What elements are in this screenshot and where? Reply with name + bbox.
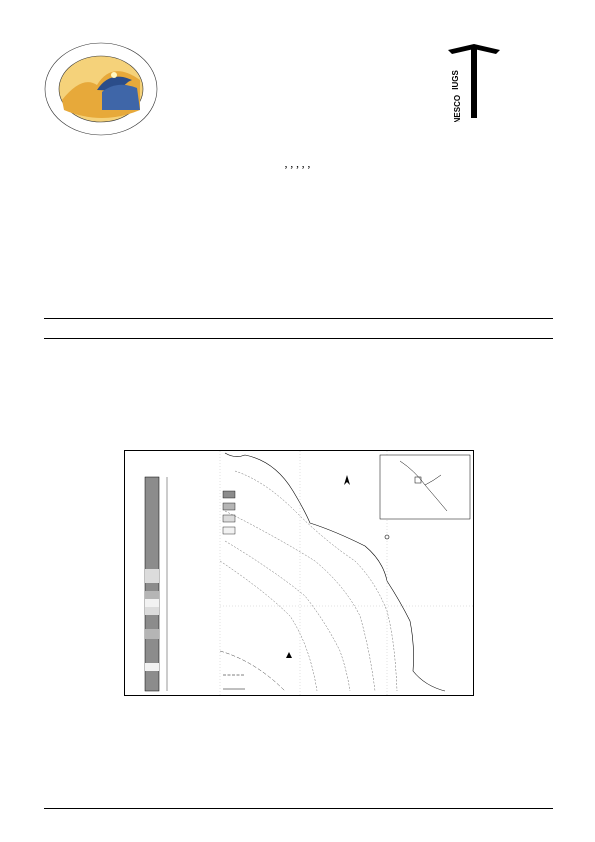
- iugs-unesco-logo: [436, 40, 512, 122]
- footer-divider: [44, 808, 553, 809]
- inset-map: [380, 455, 470, 519]
- core-site-marker: [286, 652, 292, 658]
- figure-location-map: [124, 450, 474, 696]
- author-list: , , , , ,: [284, 157, 311, 170]
- divider: [44, 318, 553, 319]
- svg-text:IUGS: IUGS: [451, 70, 460, 90]
- conference-logo: [42, 40, 160, 138]
- svg-text:UNESCO: UNESCO: [453, 94, 462, 122]
- core-column: [145, 477, 159, 691]
- conference-header: [160, 42, 432, 51]
- divider: [44, 338, 553, 339]
- north-arrow-icon: [344, 475, 350, 485]
